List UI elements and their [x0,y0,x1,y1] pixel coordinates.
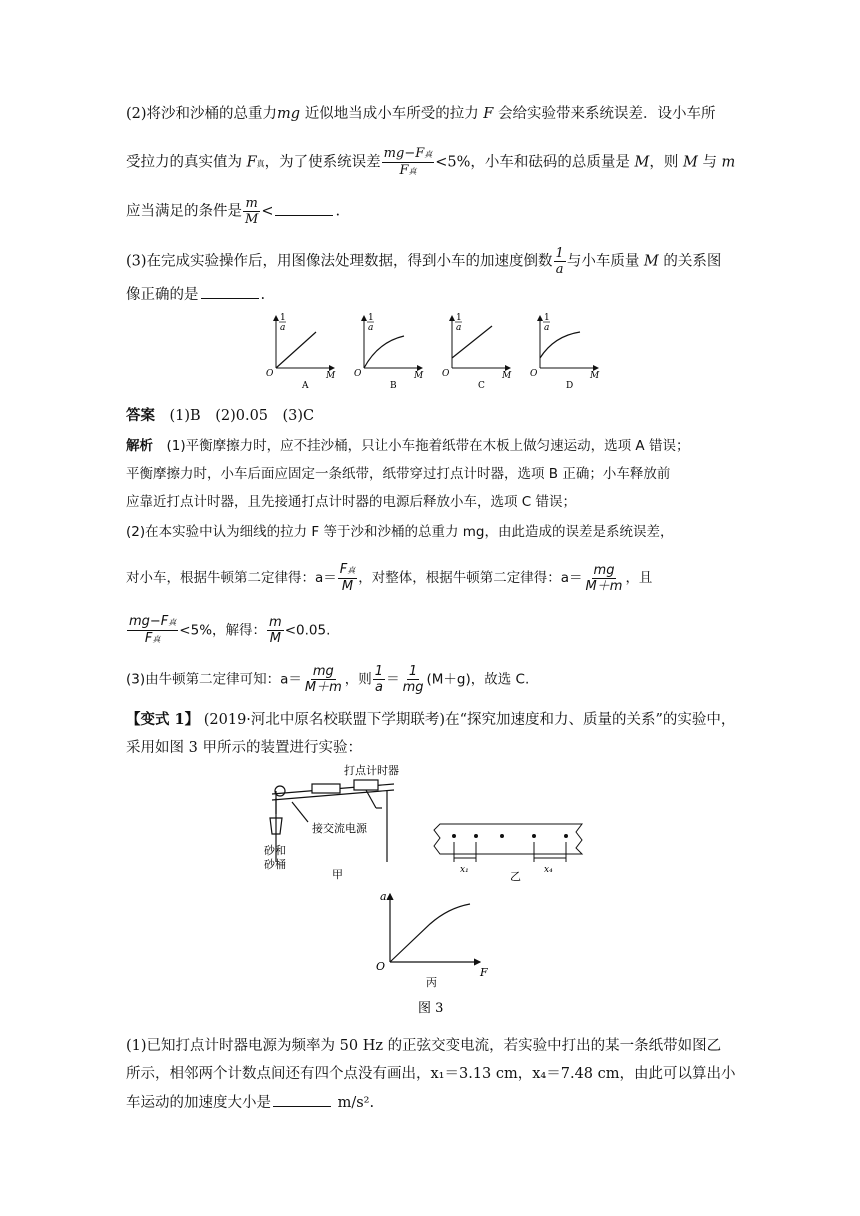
analysis-line-2 [126,464,670,484]
fraction [127,614,178,647]
analysis-line-4 [126,522,673,542]
text: ＝ [386,671,400,688]
fraction [584,563,625,594]
text: (3)由牛顿第二定律可知：a＝ [126,671,302,688]
x-label: M [326,371,336,381]
bing-origin: O [376,960,386,973]
tape-dots [452,834,568,838]
text: (M＋g)，故选 C. [426,671,530,688]
text: mg [593,562,615,578]
text: 真 [347,566,356,575]
text: (1)已知打点计时器电源为频率为 50 Hz 的正弦交变电流，若实验中打出的某一条纸带如图乙 [126,1038,722,1054]
analysis-line-3 [126,492,576,512]
text: m [269,615,282,630]
y-label-den: a [280,323,286,333]
text: mg−F [129,614,169,629]
origin-label: O [530,369,538,379]
y-label-num: 1 [368,313,374,323]
curve [276,332,316,368]
answer-blank [273,1092,331,1107]
origin-label: O [442,369,450,379]
text: 应当满足的条件是 [126,203,242,220]
q1-line-1 [126,1036,721,1056]
text: M＋m [304,680,342,695]
origin-label: O [354,369,362,379]
text: mg−F [383,146,425,161]
option-graph-A [266,313,336,390]
tape-dot [532,834,536,838]
text: ，为了使系统误差 [264,154,381,171]
text: ，则 [344,671,372,688]
text: mg [402,680,424,695]
yi-label: 乙 [510,870,521,883]
analysis-label: 解析 [126,438,153,454]
text: M [629,154,650,171]
text: 1 [408,664,418,679]
text: <5%，解得： [179,622,267,639]
apparatus-jia [270,780,394,862]
q1-line-2 [126,1064,736,1084]
text: M＋m [585,578,623,594]
bucket-label-2: 砂桶 [264,858,286,871]
fraction [401,664,426,695]
q2-line-3 [126,196,340,227]
tape-yi [434,824,582,862]
answer-text: (1)B (2)0.05 (3)C [169,408,315,424]
q3-line-2 [126,284,265,305]
option-label: A [302,381,309,390]
text: 真 [152,635,161,644]
text: 平衡摩擦力时，小车后面应固定一条纸带，纸带穿过打点计时器，选项 B 正确；小车释放前 [126,466,671,482]
text: <0.05. [284,622,331,639]
text: 近似地当成小车所受的拉力 [300,106,479,122]
text: 真 [168,618,177,627]
text: (2)在本实验中认为细线的拉力 F 等于沙和沙桶的总重力 mg，由此造成的误差是系统误差， [126,524,674,540]
text: 对小车，根据牛顿第二定律得：a＝ [126,570,337,586]
text: (3)在完成实验操作后，用图像法处理数据，得到小车的加速度倒数 [126,253,553,270]
text: M [678,154,703,171]
text: M [269,631,281,646]
text: mg [277,106,301,122]
bing-curve [390,904,470,962]
tape-x4: x₄ [544,865,553,875]
text: M [341,579,354,594]
text: m/s². [333,1095,375,1111]
text: 应靠近打点计时器，且先接通打点计时器的电源后释放小车，选项 C 错误； [126,494,577,510]
y-label-den: a [368,323,374,333]
x-label: M [590,371,600,381]
answer-blank [201,284,259,299]
curve [540,332,580,358]
analysis-line-5 [126,562,652,594]
text: < [261,203,274,220]
y-label-den: a [544,323,550,333]
tape-dot [500,834,504,838]
answer-blank [275,201,333,216]
text: F [399,163,409,178]
text: F [478,106,498,122]
q2-line-2 [126,146,735,179]
y-label-num: 1 [456,313,462,323]
text: 真 [408,167,417,176]
tape-dot [474,834,478,838]
text: m [716,154,736,171]
analysis-line-1 [126,436,689,456]
q1-line-3 [126,1092,374,1113]
curve [364,336,404,368]
option-label: C [478,381,485,390]
text: 采用如图 3 甲所示的装置进行实验： [126,740,362,756]
fraction [338,562,357,594]
text: ，对整体，根据牛顿第二定律得：a＝ [358,570,583,586]
fraction [243,196,260,227]
variant-label: 【变式 1】 [126,711,200,728]
y-label-num: 1 [280,313,286,323]
jia-label: 甲 [332,868,343,881]
text: (1)平衡摩擦力时，应不挂沙桶，只让小车拖着纸带在木板上做匀速运动，选项 A 错误； [166,438,690,454]
text: M [639,253,664,270]
text: F [242,154,257,171]
option-graph-D [530,313,600,390]
timer-label: 打点计时器 [344,764,399,777]
text: 真 [424,150,433,159]
option-graph-C [442,313,512,390]
option-graph-B [354,313,424,390]
text: 受拉力的真实值为 [126,154,242,171]
y-label-num: 1 [544,313,550,323]
text: . [335,203,341,220]
variant-line-1 [126,710,735,730]
option-label: B [390,381,397,390]
option-graphs [262,312,602,390]
text: m [245,196,258,211]
analysis-line-7 [126,664,529,695]
text: M [245,212,259,227]
tape-dot [452,834,456,838]
fraction [373,664,385,695]
text: 会给实验带来系统误差．设小车所 [497,106,716,122]
figure-caption: 图 3 [418,1001,444,1016]
tape-dot [564,834,568,838]
tape-x1: x₁ [460,865,469,875]
text: a [555,262,564,277]
text: 的关系图 [663,253,722,270]
text: 与小车质量 [566,253,640,270]
text: 所示，相邻两个计数点间还有四个点没有画出，x₁＝3.13 cm，x₄＝7.48 cm，由此可以算出小 [126,1066,736,1082]
fraction [267,615,284,646]
analysis-line-6 [126,614,330,647]
text: a [374,680,383,695]
fraction [303,664,344,695]
figure-3 [262,762,602,1032]
text: F [339,562,348,577]
answer-label: 答案 [126,407,155,424]
text: 1 [555,246,564,261]
variant-line-2 [126,738,362,758]
origin-label: O [266,369,274,379]
text: mg [312,664,334,679]
bing-y-label: a [380,890,387,903]
fraction [554,246,566,277]
text: 真 [256,159,265,169]
text: (2)将沙和沙桶的总重力 [126,106,278,122]
y-label-den: a [456,323,462,333]
x-label: M [414,371,424,381]
q3-line-1 [126,246,721,277]
bucket-label-1: 砂和 [264,844,286,857]
x-label: M [502,371,512,381]
text: 1 [374,664,384,679]
option-label: D [566,381,574,390]
bing-x-label: F [480,966,488,979]
answer-line [126,406,314,426]
text: (2019·河北中原名校联盟下学期联考)在“探究加速度和力、质量的关系”的实验中， [199,712,736,728]
graph-bing [390,894,480,962]
bing-label: 丙 [426,976,437,989]
text: ，则 [649,154,679,171]
power-label: 接交流电源 [312,822,367,835]
text: <5%，小车和砝码的总质量是 [435,154,630,171]
q2-line-1 [126,104,715,124]
text: ，且 [625,570,653,586]
text: . [260,287,266,303]
text: F [144,631,153,646]
text: 像正确的是 [126,287,199,303]
fraction [382,146,435,179]
text: 车运动的加速度大小是 [126,1095,271,1111]
text: 与 [702,154,717,171]
